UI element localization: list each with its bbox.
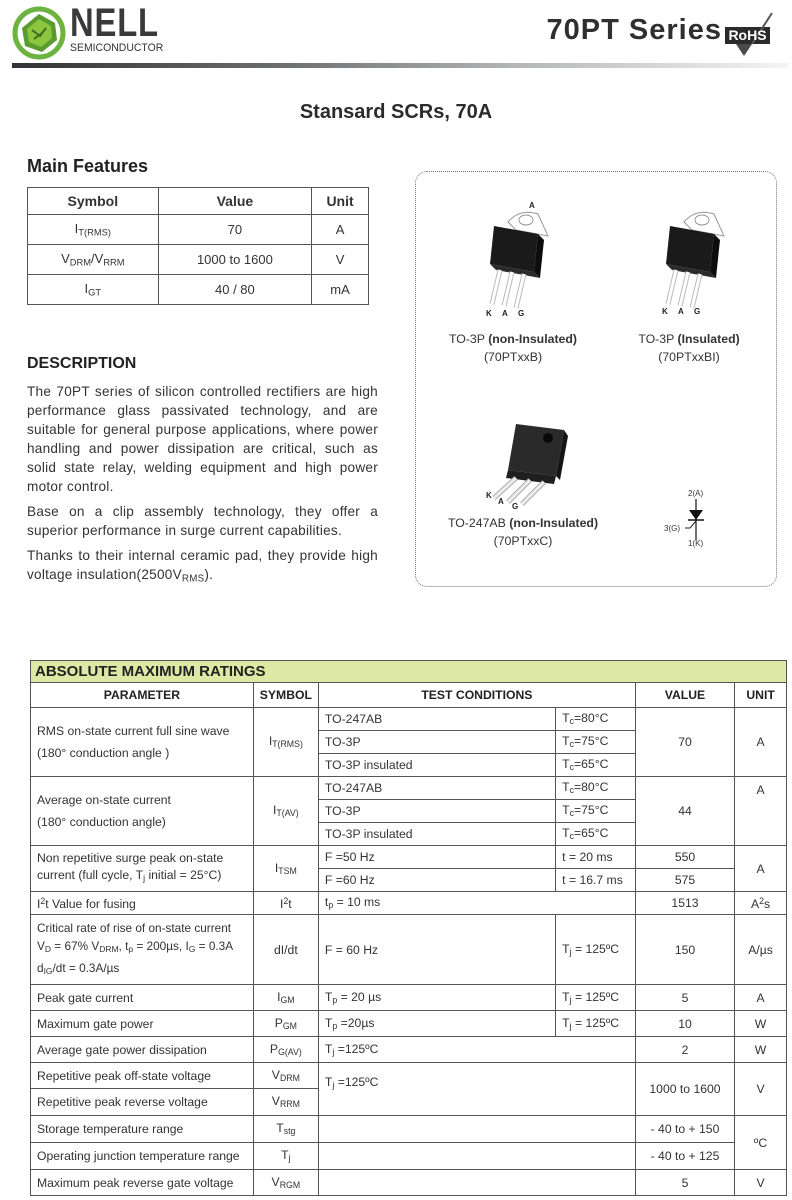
svg-text:1(K): 1(K) [688,539,704,548]
symbol-it-av: $I_{T(AV)}$ [253,777,318,846]
feature-value: 1000 to 1600 [158,245,311,275]
feature-symbol: $I_{T(RMS)}$ [28,215,159,245]
svg-text:2(A): 2(A) [688,489,704,498]
value: 1000 to 1600 [635,1063,734,1116]
svg-text:K: K [662,307,668,316]
cond-empty [318,1170,635,1196]
feature-unit: A [312,215,369,245]
cond-tj: $T_j$ =125ºC [318,1037,635,1063]
symbol-pgav: $P_{G(AV)}$ [253,1037,318,1063]
unit: V [735,1170,787,1196]
unit: A/µs [735,915,787,985]
symbol-itsm: $I_{TSM}$ [253,846,318,892]
param-rms-current: RMS on-state current full sine wave (180° conduction angle ) [31,708,254,777]
features-row [28,275,369,305]
symbol-tj: $T_j$ [253,1143,318,1170]
nell-logo-icon [12,6,66,60]
cond-tj: $T_j$ = 125ºC [556,915,636,985]
package-note: (Insulated) [677,332,740,346]
symbol-pgm: $P_{GM}$ [253,1011,318,1037]
param-didt: Critical rate of rise of on-state current $V_D = 67\%$ $V_{DRM}$, $t_p = 200\mu s$, $I_G = 0.3A$ $d_{IG}/dt = 0.3A/\mu s$ [31,915,254,985]
table-row [31,1011,787,1037]
symbol-vrrm: $V_{RRM}$ [253,1089,318,1116]
value: 70 [635,708,734,777]
value: 44 [635,777,734,846]
cond-package: TO-3P insulated [318,823,555,846]
rohs-badge-icon [722,10,778,58]
param-avg-gate-power: Average gate power dissipation [31,1037,254,1063]
symbol-vrgm: $V_{RGM}$ [253,1170,318,1196]
svg-text:G: G [518,309,525,318]
cond-tj: $T_j$ = 125ºC [556,1011,636,1037]
unit: ºC [735,1116,787,1170]
table-row [31,915,787,985]
svg-text:G: G [512,502,519,510]
table-row [31,985,787,1011]
package-name: TO-3P [638,332,675,346]
cond-temp: $T_c=75^\circ C$ [556,731,636,754]
col-test-conditions: TEST CONDITIONS [318,683,635,708]
param-vdrm: Repetitive peak off-state voltage [31,1063,254,1089]
cond-time: t = 20 ms [556,846,636,869]
cond-empty [318,1143,635,1170]
cond-temp: $T_c=65^\circ C$ [556,823,636,846]
svg-text:A: A [678,307,684,316]
value: 1513 [635,892,734,915]
param-i2t: $I^2t$ Value for fusing [31,892,254,915]
value: 5 [635,985,734,1011]
description-paragraph: Base on a clip assembly technology, they offer a superior performance in surge current capabilities. [27,504,378,538]
to3p-insulated-package-icon [634,200,744,318]
cond-package: TO-3P insulated [318,754,555,777]
unit: V [735,1063,787,1116]
document-title: Stansard SCRs, 70A [299,101,493,123]
cond-temp: $T_c=75^\circ C$ [556,800,636,823]
table-row [31,1143,787,1170]
table-row [31,708,787,731]
param-surge-current: Non repetitive surge peak on-state current (full cycle, $T_j$ initial = 25°C) [31,846,254,892]
package-part-number: (70PTxxBI) [658,350,720,364]
cond-temp: $T_c=65^\circ C$ [556,754,636,777]
unit: W [735,1037,787,1063]
cond-frequency: F =50 Hz [318,846,555,869]
param-junction-temp: Operating junction temperature range [31,1143,254,1170]
col-symbol: Symbol [28,188,159,215]
table-row [31,1116,787,1143]
cond-pulse: $T_p =20\mu s$ [318,1011,555,1037]
param-vrgm: Maximum peak reverse gate voltage [31,1170,254,1196]
package-to247ab [438,418,608,550]
feature-symbol: $I_{GT}$ [28,275,159,305]
value: 575 [635,869,734,892]
description-paragraph: Thanks to their internal ceramic pad, they provide high voltage $insulation(2500V_{RMS})$. [27,548,378,585]
package-to3p-non-insulated [438,200,588,366]
absolute-maximum-ratings-table [30,660,787,1196]
cond-temp: $T_c=80^\circ C$ [556,777,636,800]
cond-package: TO-247AB [318,708,555,731]
feature-value: 70 [158,215,311,245]
unit: A [735,708,787,777]
unit: $A^2s$ [735,892,787,915]
symbol-tstg: $T_{stg}$ [253,1116,318,1143]
header-rule [12,63,788,68]
cond-time: t = 16.7 ms [556,869,636,892]
main-features-table [27,187,369,305]
cond-temp: $T_c=80^\circ C$ [556,708,636,731]
scr-symbol-icon [664,488,734,548]
package-name: TO-247AB [447,516,506,530]
table-row [31,1063,787,1089]
svg-text:A: A [529,201,535,210]
unit: A [735,846,787,892]
cond-pulse: $t_p = 10$ ms [318,892,635,915]
col-value: Value [158,188,311,215]
value: - 40 to + 150 [635,1116,734,1143]
to3p-package-icon [458,200,568,318]
param-vrrm: Repetitive peak reverse voltage [31,1089,254,1116]
symbol-vdrm: $V_{DRM}$ [253,1063,318,1089]
table-row [31,846,787,869]
table-row [31,892,787,915]
package-part-number: (70PTxxB) [483,350,543,364]
feature-value: 40 / 80 [158,275,311,305]
symbol-igm: $I_{GM}$ [253,985,318,1011]
cond-empty [318,1116,635,1143]
cond-pulse: $T_p = 20$ µs [318,985,555,1011]
package-part-number: (70PTxxC) [493,534,553,548]
svg-text:G: G [694,307,701,316]
main-features-heading: Main Features [27,156,149,176]
col-value: VALUE [635,683,734,708]
description-body [27,382,378,594]
svg-text:3(G): 3(G) [664,524,680,533]
svg-text:K: K [486,309,492,318]
svg-text:A: A [502,309,508,318]
features-row [28,215,369,245]
description-paragraph: The 70PT series of silicon controlled rectifiers are high performance glass passivated technology, and are suitable for general purpose applications, where power handling and power dissipation are critical, such as solid state relay, welding equipment and high power motor control. [27,384,378,494]
col-unit: Unit [312,188,369,215]
feature-symbol: $V_{DRM}/V_{RRM}$ [28,245,159,275]
package-note: (non-Insulated) [509,516,599,530]
cond-package: TO-3P [318,800,555,823]
feature-unit: mA [312,275,369,305]
package-to3p-insulated [614,200,764,366]
value: 150 [635,915,734,985]
cond-frequency: F = 60 Hz [318,915,555,985]
symbol-didt: dI/dt [253,915,318,985]
col-parameter: PARAMETER [31,683,254,708]
col-unit: UNIT [735,683,787,708]
amr-header-row [31,683,787,708]
value: - 40 to + 125 [635,1143,734,1170]
features-header-row [28,188,369,215]
package-name: TO-3P [448,332,485,346]
unit: A [735,985,787,1011]
svg-text:A: A [498,497,504,506]
cond-frequency: F =60 Hz [318,869,555,892]
cond-package: TO-3P [318,731,555,754]
value: 2 [635,1037,734,1063]
package-note: (non-Insulated) [488,332,577,346]
param-storage-temp: Storage temperature range [31,1116,254,1143]
table-row [31,777,787,800]
unit: W [735,1011,787,1037]
cond-tj: $T_j$ = 125ºC [556,985,636,1011]
feature-unit: V [312,245,369,275]
brand-subtitle: SEMICONDUCTOR [70,42,164,54]
table-row [31,1037,787,1063]
value: 10 [635,1011,734,1037]
amr-title: ABSOLUTE MAXIMUM RATINGS [31,661,787,683]
svg-text:K: K [486,491,492,500]
series-title: 70PT Series [546,14,722,46]
rohs-label: RoHS [728,27,767,43]
symbol-it-rms: $I_{T(RMS)}$ [253,708,318,777]
to247ab-package-icon [468,418,578,510]
unit: A [735,777,787,846]
package-outline-box [415,171,777,587]
brand-name: NELL [70,1,159,45]
features-row [28,245,369,275]
param-average-current: Average on-state current (180° conduction angle) [31,777,254,846]
col-symbol: SYMBOL [253,683,318,708]
symbol-i2t: $I^2t$ [253,892,318,915]
param-max-gate-power: Maximum gate power [31,1011,254,1037]
cond-package: TO-247AB [318,777,555,800]
value: 5 [635,1170,734,1196]
cond-tj: $T_j$ =125ºC [318,1063,635,1116]
table-row [31,1170,787,1196]
value: 550 [635,846,734,869]
description-heading: DESCRIPTION [27,355,137,372]
param-peak-gate-current: Peak gate current [31,985,254,1011]
